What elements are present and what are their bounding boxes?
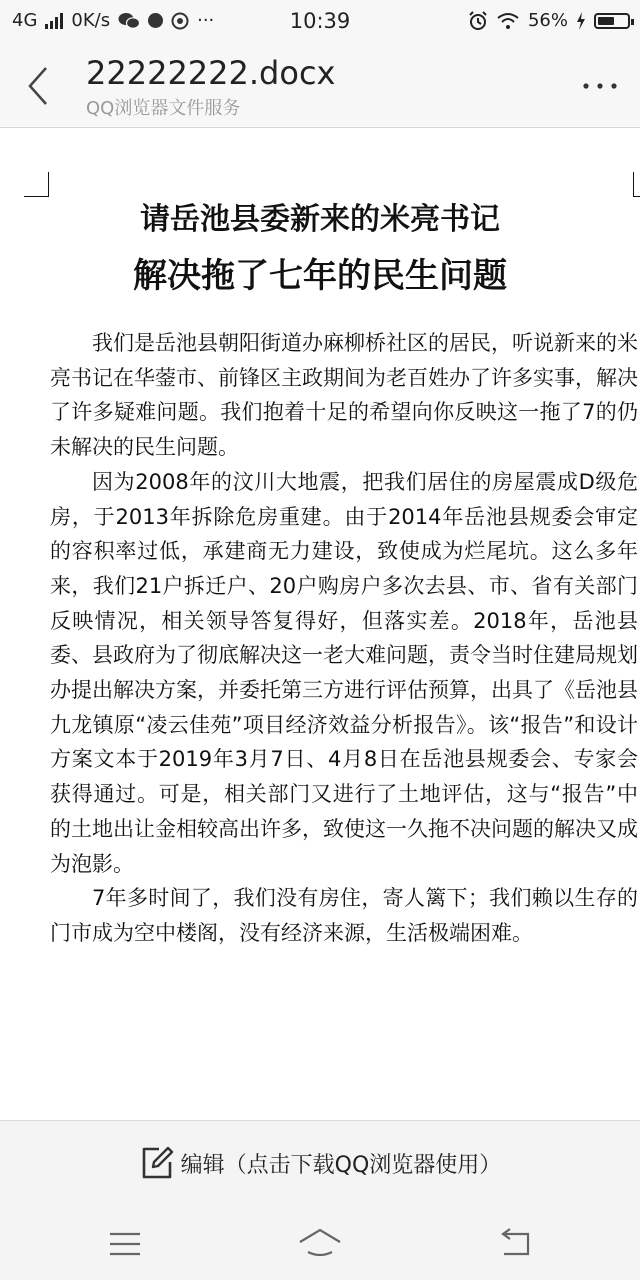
- home-icon: [295, 1224, 345, 1264]
- more-horizontal-icon: [580, 66, 620, 106]
- document-title: 22222222.docx: [86, 54, 336, 92]
- home-button[interactable]: [295, 1224, 345, 1264]
- battery-icon: [594, 13, 630, 29]
- status-right: [468, 10, 630, 31]
- wifi-icon: [496, 12, 520, 30]
- chevron-left-icon: [22, 62, 62, 110]
- doc-heading-line1: 请岳池县委新来的米亮书记: [140, 202, 500, 237]
- navigation-bar: [0, 1208, 640, 1280]
- clock: 10:39: [289, 9, 351, 33]
- network-speed: 0K/s: [71, 10, 111, 31]
- document-subtitle: QQ浏览器文件服务: [86, 98, 241, 119]
- edit-button[interactable]: [0, 1120, 640, 1208]
- paragraph: 7年多时间了，我们没有房住，寄人篱下；我们赖以生存的门市成为空中楼阁，没有经济来源，生活极端困难。: [50, 886, 638, 945]
- menu-button[interactable]: [100, 1224, 150, 1264]
- document-view[interactable]: [0, 128, 640, 1120]
- app-header: [0, 44, 640, 128]
- menu-icon: [100, 1224, 150, 1264]
- charging-icon: [576, 12, 586, 30]
- edit-icon: [139, 1145, 175, 1181]
- more-options-button[interactable]: [580, 66, 620, 106]
- doc-heading-line2: 解决拖了七年的民生问题: [133, 256, 507, 296]
- doc-body: [50, 326, 638, 951]
- more-dots-icon: ···: [197, 10, 215, 31]
- back-nav-icon: [490, 1224, 540, 1264]
- paragraph: 因为2008年的汶川大地震，把我们居住的房屋震成D级危房，于2013年拆除危房重建。由于2014年岳池县规委会审定的容积率过低，承建商无力建设，致使成为烂尾坑。这么多年来，我们21户拆迁户、20户购房户多次去县、市、省有关部门反映情况，相关领导答复得好，但落实差。2018年，岳池县委、县政府为了彻底解决这一老大难问题，责令当时住建局规划办提出解决方案，并委托第三方进行评估预算，出具了《岳池县九龙镇原“凌云佳苑”项目经济效益分析报告》。该“报告”和设计方案文本于2019年3月7日、4月8日在岳池县规委会、专家会获得通过。可是，相关部门又进行了土地评估，这与“报告”中的土地出让金相较高出许多，致使这一久拖不决问题的解决又成为泡影。: [50, 469, 638, 876]
- edit-label: 编辑（点击下载QQ浏览器使用）: [180, 1152, 502, 1178]
- battery-percent: 56%: [527, 10, 568, 31]
- alarm-icon: [468, 11, 488, 31]
- battery-fill: [598, 17, 614, 25]
- paragraph: 我们是岳池县朝阳街道办麻柳桥社区的居民，听说新来的米亮书记在华蓥市、前锋区主政期间为老百姓办了许多实事，解决了许多疑难问题。我们抱着十足的希望向你反映这一拖了7的仍未解决的民生问题。: [50, 331, 638, 460]
- back-nav-button[interactable]: [490, 1224, 540, 1264]
- edit-button-content: [0, 1145, 640, 1181]
- status-bar: [0, 0, 640, 44]
- network-type: 4G: [12, 10, 38, 31]
- back-button[interactable]: [22, 62, 62, 110]
